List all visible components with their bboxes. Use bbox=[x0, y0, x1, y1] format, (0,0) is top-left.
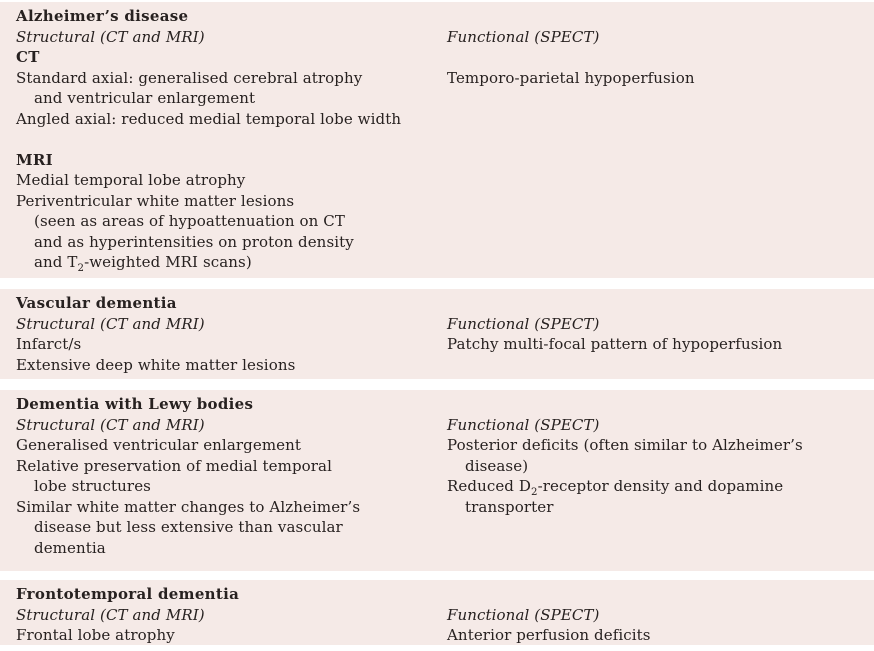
column-functional bbox=[447, 293, 874, 379]
functional-line bbox=[447, 625, 868, 646]
text-segment: Anterior perfusion deficits bbox=[447, 626, 651, 644]
text-segment: (seen as areas of hypoattenuation on CT bbox=[34, 212, 345, 230]
sections bbox=[0, 2, 874, 645]
functional-line bbox=[447, 435, 868, 456]
section-frontotemporal-dementia bbox=[0, 580, 874, 645]
structural-line bbox=[16, 605, 447, 626]
structural-line bbox=[16, 150, 447, 171]
functional-line bbox=[447, 476, 868, 497]
text-segment: disease) bbox=[465, 456, 529, 475]
text-segment: Structural (CT and MRI) bbox=[16, 415, 205, 434]
structural-line bbox=[16, 68, 447, 89]
subscript: 2 bbox=[77, 263, 85, 274]
text-segment: -receptor density and dopamine bbox=[537, 477, 784, 495]
structural-line bbox=[16, 314, 447, 335]
subscript: 2 bbox=[531, 487, 538, 498]
text-segment: Standard axial: generalised cerebral atrophy bbox=[16, 68, 363, 87]
text-segment: Structural (CT and MRI) bbox=[16, 605, 205, 624]
text-segment: dementia bbox=[34, 538, 106, 557]
text-segment: and T bbox=[34, 253, 78, 271]
column-structural bbox=[0, 293, 447, 379]
structural-line bbox=[16, 334, 447, 355]
text-segment: Functional (SPECT) bbox=[447, 27, 600, 46]
text-segment: Structural (CT and MRI) bbox=[16, 314, 205, 333]
structural-line bbox=[16, 211, 447, 232]
functional-line bbox=[447, 68, 868, 89]
text-segment: Alzheimer’s disease bbox=[16, 7, 189, 25]
section-title bbox=[16, 6, 447, 27]
text-segment: disease but less extensive than vascular bbox=[34, 518, 343, 536]
text-segment: Periventricular white matter lesions bbox=[16, 191, 295, 210]
structural-line bbox=[16, 47, 447, 68]
text-segment: Frontotemporal dementia bbox=[16, 585, 240, 603]
text-segment: Functional (SPECT) bbox=[447, 605, 600, 624]
structural-line bbox=[16, 476, 447, 497]
functional-line bbox=[447, 497, 868, 518]
structural-line bbox=[16, 191, 447, 212]
structural-line bbox=[16, 517, 447, 538]
text-segment: lobe structures bbox=[34, 477, 151, 495]
text-segment: and ventricular enlargement bbox=[34, 89, 256, 107]
section-dementia-with-lewy-bodies bbox=[0, 390, 874, 571]
functional-line bbox=[447, 456, 868, 477]
structural-line bbox=[16, 88, 447, 109]
text-segment: and as hyperintensities on proton density bbox=[34, 232, 354, 251]
functional-line bbox=[447, 334, 868, 355]
section-alzheimers-disease bbox=[0, 2, 874, 278]
text-segment: Similar white matter changes to Alzheimer’s bbox=[16, 497, 361, 516]
section-title bbox=[16, 584, 447, 605]
section-vascular-dementia bbox=[0, 289, 874, 379]
structural-line bbox=[16, 170, 447, 191]
text-segment: Extensive deep white matter lesions bbox=[16, 355, 296, 374]
section-title bbox=[16, 394, 447, 415]
structural-line bbox=[16, 456, 447, 477]
column-structural bbox=[0, 584, 447, 646]
column-functional bbox=[447, 394, 874, 571]
text-segment: Vascular dementia bbox=[16, 294, 177, 312]
structural-line bbox=[16, 538, 447, 559]
text-segment: transporter bbox=[465, 497, 554, 516]
section-title bbox=[16, 293, 447, 314]
text-segment: -weighted MRI scans) bbox=[84, 253, 252, 271]
structural-line bbox=[16, 232, 447, 253]
structural-line bbox=[16, 497, 447, 518]
structural-line bbox=[16, 435, 447, 456]
column-structural bbox=[0, 394, 447, 571]
column-functional bbox=[447, 6, 874, 278]
text-segment: CT bbox=[16, 48, 40, 66]
text-segment: MRI bbox=[16, 150, 53, 169]
functional-line bbox=[447, 27, 868, 48]
text-segment: Functional (SPECT) bbox=[447, 314, 600, 333]
structural-line bbox=[16, 415, 447, 436]
column-structural bbox=[0, 6, 447, 278]
text-segment: Dementia with Lewy bodies bbox=[16, 395, 254, 413]
structural-line bbox=[16, 252, 447, 273]
text-segment: Functional (SPECT) bbox=[447, 415, 600, 434]
text-segment: Frontal lobe atrophy bbox=[16, 626, 175, 644]
structural-line bbox=[16, 625, 447, 646]
text-segment: Medial temporal lobe atrophy bbox=[16, 171, 246, 189]
text-segment: Patchy multi-focal pattern of hypoperfusion bbox=[447, 335, 783, 353]
functional-line bbox=[447, 314, 868, 335]
column-functional bbox=[447, 584, 874, 646]
text-segment: Relative preservation of medial temporal bbox=[16, 456, 332, 475]
functional-line bbox=[447, 605, 868, 626]
functional-line bbox=[447, 415, 868, 436]
text-segment: Reduced D bbox=[447, 477, 532, 495]
text-segment: Generalised ventricular enlargement bbox=[16, 436, 302, 454]
structural-line bbox=[16, 355, 447, 376]
text-segment: Angled axial: reduced medial temporal lobe width bbox=[16, 109, 402, 128]
text-segment: Structural (CT and MRI) bbox=[16, 27, 205, 46]
structural-line bbox=[16, 109, 447, 130]
structural-line bbox=[16, 27, 447, 48]
text-segment: Posterior deficits (often similar to Alzheimer’s bbox=[447, 436, 803, 454]
text-segment: Temporo-parietal hypoperfusion bbox=[447, 68, 695, 87]
text-segment: Infarct/s bbox=[16, 335, 82, 353]
